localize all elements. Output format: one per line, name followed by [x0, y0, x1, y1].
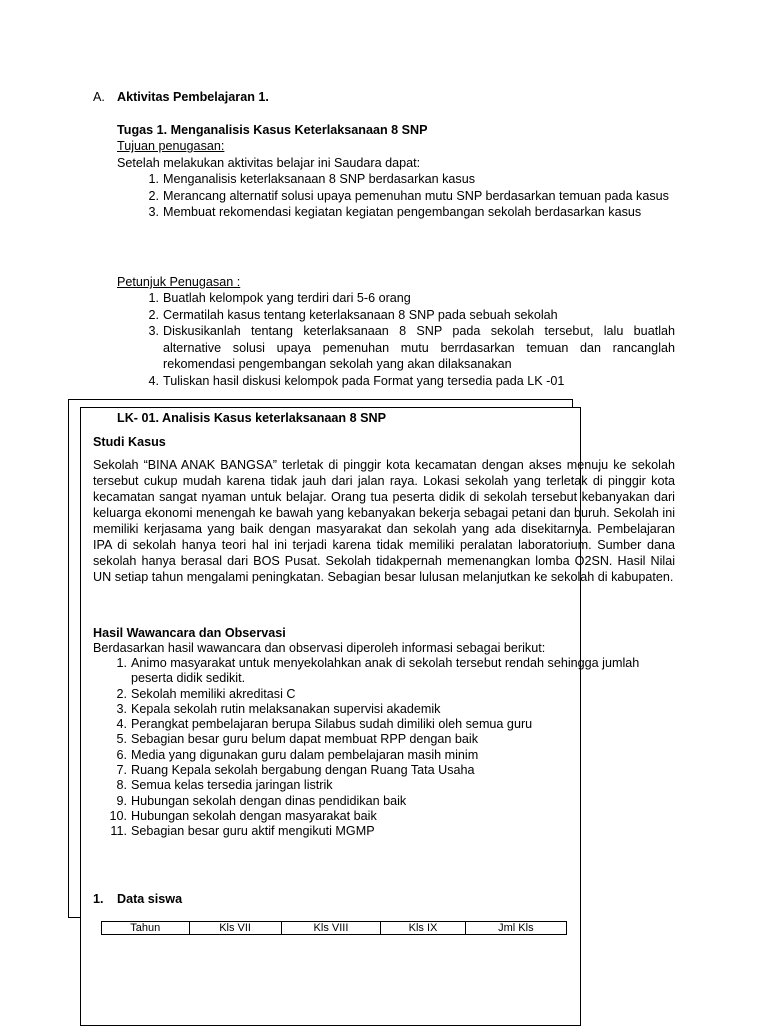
- list-item-text: Kepala sekolah rutin melaksanakan supervisi akademik: [131, 701, 441, 716]
- list-item: [116, 763, 675, 778]
- list-item-text: Media yang digunakan guru dalam pembelajaran masih minim: [131, 747, 479, 762]
- table-header-cell: Kls VII: [189, 922, 281, 935]
- list-item-text: Sekolah memiliki akreditasi C: [131, 686, 296, 701]
- list-item-number: 4.: [116, 717, 127, 732]
- list-item-text: Tuliskan hasil diskusi kelompok pada Format yang tersedia pada LK -01: [163, 373, 565, 388]
- list-item-text: Cermatilah kasus tentang keterlaksanaan 8 SNP pada sebuah sekolah: [163, 307, 558, 322]
- list-item: [116, 793, 675, 809]
- list-item-number: 6.: [116, 747, 127, 762]
- list-item-number: 7.: [116, 763, 127, 778]
- list-item: [148, 323, 675, 373]
- table-header-cell: Jml Kls: [465, 922, 566, 935]
- list-item-number: 10.: [109, 808, 127, 823]
- list-item-number: 5.: [116, 732, 127, 747]
- list-item-text: Hubungan sekolah dengan dinas pendidikan baik: [131, 793, 407, 808]
- list-item-text: Sebagian besar guru belum dapat membuat RPP dengan baik: [131, 732, 479, 747]
- list-item-number: 1.: [148, 291, 159, 305]
- list-item-text: Buatlah kelompok yang terdiri dari 5-6 orang: [163, 291, 411, 305]
- list-item: [148, 373, 675, 390]
- objective-intro: Setelah melakukan aktivitas belajar ini Saudara dapat:: [117, 156, 421, 170]
- lk-title: LK- 01. Analisis Kasus keterlaksanaan 8 SNP: [117, 411, 387, 425]
- objective-heading: Tujuan penugasan:: [117, 139, 225, 153]
- student-data-table: [101, 921, 567, 935]
- list-item: [116, 701, 675, 717]
- case-heading: Studi Kasus: [93, 435, 166, 449]
- list-item-number: 1.: [148, 172, 159, 186]
- table-header-cell: Tahun: [102, 922, 190, 935]
- list-item-number: 8.: [116, 778, 127, 793]
- list-item-number: 3.: [116, 701, 127, 716]
- list-item: [148, 171, 675, 188]
- list-item-number: 2.: [148, 188, 159, 203]
- list-item-text: Perangkat pembelajaran berupa Silabus sudah dimiliki oleh semua guru: [131, 717, 533, 732]
- objectives-list: [148, 171, 675, 221]
- section-letter: A.: [93, 90, 105, 104]
- list-item-number: 4.: [148, 373, 159, 388]
- list-item-number: 3.: [148, 324, 159, 338]
- section-title: Aktivitas Pembelajaran 1.: [117, 90, 269, 104]
- list-item-text: Animo masyarakat untuk menyekolahkan anak di sekolah tersebut rendah sehingga jumlah peserta didik sedikit.: [131, 656, 640, 686]
- list-item: [148, 307, 675, 324]
- list-item: [110, 824, 675, 839]
- table-header-cell: Kls VIII: [281, 922, 381, 935]
- list-item-text: Merancang alternatif solusi upaya pemenuhan mutu SNP berdasarkan temuan pada kasus: [163, 188, 669, 203]
- case-text: Sekolah “BINA ANAK BANGSA” terletak di pinggir kota kecamatan dengan akses menuju ke sekolah tersebut cukup mudah karena tidak jauh dari jalan raya. Lokasi sekolah yang terletak di pinggir kota kecamatan sangat nyaman untuk belajar. Orang tua peserta didik di sekolah tersebut kebanyakan dari keluarga ekonomi menengah ke bawah yang kebanyakan bekerja sebagai petani dan buruh. Sekolah ini memiliki kerjasama yang baik dengan masyarakat dan sekolah yang ada disekitarnya. Pembelajaran IPA di sekolah hanya teori hal ini terjadi karena tidak memiliki peralatan laboratorium. Sumber dana sekolah hanya berasal dari BOS Pusat. Sekolah tidakpernah memenangkan lomba O2SN. Hasil Nilai UN setiap tahun mengalami peningkatan. Sebagian besar lulusan melanjutkan ke sekolah di kabupaten.: [93, 458, 675, 584]
- instructions-heading: Petunjuk Penugasan :: [117, 275, 241, 289]
- list-item-number: 2.: [148, 307, 159, 322]
- list-item: [116, 747, 675, 763]
- task-title: Tugas 1. Menganalisis Kasus Keterlaksanaan 8 SNP: [117, 123, 428, 137]
- list-item-number: 11.: [110, 824, 127, 839]
- list-item: [148, 290, 675, 307]
- list-item-text: Diskusikanlah tentang keterlaksanaan 8 SNP pada sekolah tersebut, lalu buatlah alternative solusi upaya pemenuhan mutu berrdasarkan temuan dan rancanglah rekomendasi pengembangan sekolah yang akan dilaksanakan: [163, 324, 675, 371]
- list-item: [116, 778, 675, 793]
- results-intro: Berdasarkan hasil wawancara dan observasi diperoleh informasi sebagai berikut:: [93, 641, 546, 655]
- table-header-row: [102, 922, 567, 935]
- list-item-number: 1.: [116, 656, 127, 670]
- list-item: [148, 188, 675, 205]
- list-item-number: 9.: [116, 793, 127, 808]
- results-list: [109, 656, 675, 840]
- instructions-list: [148, 290, 675, 389]
- list-item-text: Membuat rekomendasi kegiatan kegiatan pengembangan sekolah berdasarkan kasus: [163, 205, 642, 219]
- list-item-text: Semua kelas tersedia jaringan listrik: [131, 778, 333, 793]
- list-item-number: 2.: [116, 686, 127, 701]
- list-item: [116, 686, 675, 702]
- list-item: [116, 717, 675, 732]
- list-item: [109, 808, 675, 824]
- data-heading-num: 1.: [93, 892, 104, 906]
- list-item-text: Sebagian besar guru aktif mengikuti MGMP: [131, 824, 375, 839]
- list-item: [148, 204, 675, 221]
- results-heading: Hasil Wawancara dan Observasi: [93, 626, 286, 640]
- list-item: [116, 656, 675, 687]
- list-item-text: Ruang Kepala sekolah bergabung dengan Ruang Tata Usaha: [131, 763, 475, 778]
- table-header-cell: Kls IX: [381, 922, 465, 935]
- list-item-number: 3.: [148, 205, 159, 219]
- list-item-text: Hubungan sekolah dengan masyarakat baik: [131, 808, 377, 823]
- list-item: [116, 732, 675, 747]
- data-heading: Data siswa: [117, 892, 183, 906]
- list-item-text: Menganalisis keterlaksanaan 8 SNP berdasarkan kasus: [163, 172, 475, 186]
